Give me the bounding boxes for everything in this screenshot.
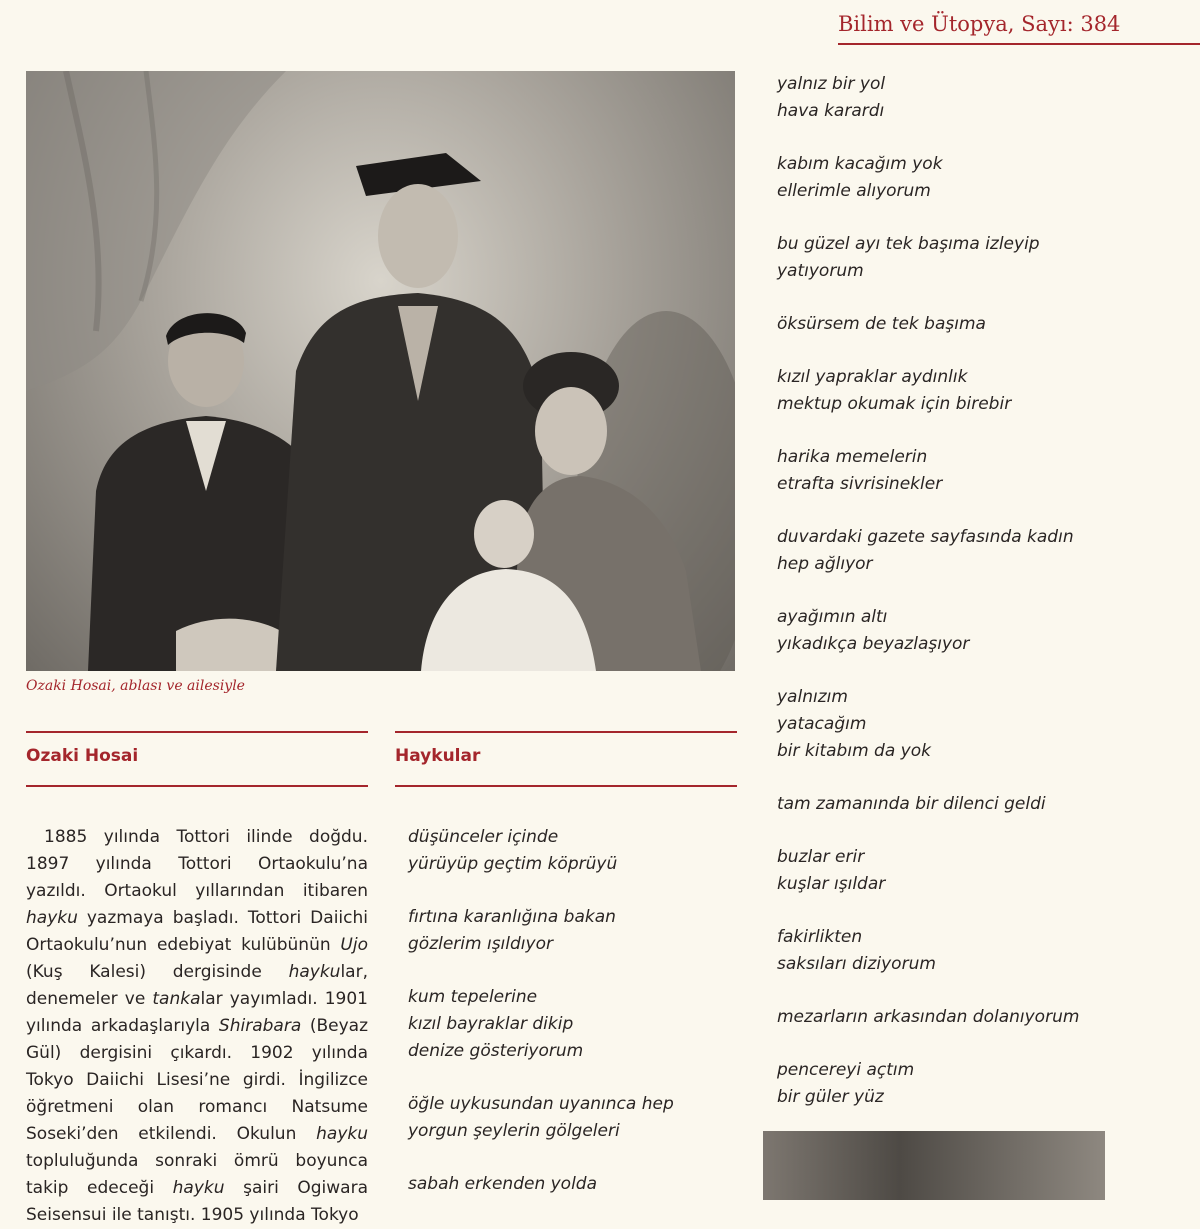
bio-heading: Ozaki Hosai	[26, 746, 139, 766]
poem-line: saksıları diziyorum	[777, 954, 936, 974]
poem-line: bir güler yüz	[777, 1087, 884, 1107]
poem-line: buzlar erir	[777, 847, 865, 867]
poem-line: yorgun şeylerin gölgeleri	[408, 1121, 620, 1141]
photo-caption: Ozaki Hosai, ablası ve ailesiyle	[26, 678, 245, 694]
bio-paragraph	[26, 824, 368, 1229]
haiku-stanza	[777, 311, 1177, 338]
haiku-heading: Haykular	[395, 746, 481, 766]
haiku-stanza	[408, 1171, 738, 1198]
haiku-stanza	[777, 524, 1177, 578]
haiku-stanza	[777, 364, 1177, 418]
bio-text-run: 1885 yılında Tottori ilinde doğdu. 1897 yılında Tottori Ortaokulu’na yazıldı. Ortaokul yıllarından itibaren	[26, 827, 368, 901]
bio-text-run: şairi Ogiwara Seisensui ile tanıştı. 1905 yılında Tokyo	[26, 1178, 369, 1225]
bio-text-run: lar, denemeler ve	[26, 962, 368, 1009]
haiku-stanza	[408, 984, 738, 1065]
poem-line: hep ağlıyor	[777, 554, 873, 574]
second-photograph	[763, 1131, 1105, 1200]
family-photograph	[26, 71, 735, 671]
bio-heading-rule-bottom	[26, 785, 368, 787]
haiku-stanza	[777, 1004, 1177, 1031]
haiku-stanza	[777, 1057, 1177, 1111]
bio-italic-term: Ujo	[340, 935, 368, 955]
poem-line: düşünceler içinde	[408, 827, 559, 847]
poem-line: ellerimle alıyorum	[777, 181, 931, 201]
poem-line: yalnız bir yol	[777, 74, 886, 94]
poem-line: ayağımın altı	[777, 607, 888, 627]
poem-line: etrafta sivrisinekler	[777, 474, 943, 494]
poem-line: yatacağım	[777, 714, 867, 734]
poem-line: harika memelerin	[777, 447, 928, 467]
poem-line: yıkadıkça beyazlaşıyor	[777, 634, 970, 654]
haiku-heading-rule-bottom	[395, 785, 737, 787]
haiku-list-continued	[777, 71, 1177, 1137]
poem-line: fırtına karanlığına bakan	[408, 907, 616, 927]
bio-text-run: (Beyaz Gül) dergisini çıkardı. 1902 yılında Tokyo Daiichi Lisesi’ne girdi. İngilizce öğretmeni olan romancı Natsume Soseki’den etkilendi. Okulun	[26, 1016, 368, 1144]
poem-line: kuşlar ışıldar	[777, 874, 886, 894]
bio-heading-rule-top	[26, 731, 368, 733]
haiku-stanza	[777, 924, 1177, 978]
poem-line: kızıl bayraklar dikip	[408, 1014, 574, 1034]
bio-text-run: (Kuş Kalesi) dergisinde	[26, 962, 289, 982]
poem-line: hava karardı	[777, 101, 885, 121]
poem-line: fakirlikten	[777, 927, 863, 947]
poem-line: duvardaki gazete sayfasında kadın	[777, 527, 1074, 547]
poem-line: mezarların arkasından dolanıyorum	[777, 1007, 1080, 1027]
haiku-stanza	[777, 71, 1177, 125]
poem-line: bir kitabım da yok	[777, 741, 931, 761]
haiku-stanza	[777, 604, 1177, 658]
poem-line: öğle uykusundan uyanınca hep	[408, 1094, 674, 1114]
page-header-title: Bilim ve Ütopya, Sayı: 384	[838, 12, 1121, 36]
poem-line: kabım kacağım yok	[777, 154, 943, 174]
header-rule	[838, 43, 1200, 45]
haiku-heading-rule-top	[395, 731, 737, 733]
haiku-stanza	[777, 844, 1177, 898]
poem-line: yalnızım	[777, 687, 848, 707]
poem-line: bu güzel ayı tek başıma izleyip	[777, 234, 1040, 254]
haiku-stanza	[777, 231, 1177, 285]
haiku-stanza	[777, 151, 1177, 205]
poem-line: gözlerim ışıldıyor	[408, 934, 553, 954]
bio-italic-term: tanka	[152, 989, 201, 1009]
bio-text	[26, 824, 368, 1229]
poem-line: kızıl yapraklar aydınlık	[777, 367, 968, 387]
poem-line: pencereyi açtım	[777, 1060, 915, 1080]
bio-text-run: yazmaya başladı. Tottori Daiichi Ortaokulu’nun edebiyat kulübünün	[26, 908, 368, 955]
bio-italic-term: Shirabara	[218, 1016, 302, 1036]
haiku-list	[408, 824, 738, 1224]
bio-italic-term: hayku	[316, 1124, 368, 1144]
bio-text-run: lar yayımladı. 1901 yılında arkadaşlarıyla	[26, 989, 368, 1036]
bio-italic-term: hayku	[172, 1178, 225, 1198]
poem-line: kum tepelerine	[408, 987, 538, 1007]
haiku-stanza	[408, 1091, 738, 1145]
bio-italic-term: hayku	[26, 908, 78, 928]
haiku-stanza	[777, 791, 1177, 818]
poem-line: yatıyorum	[777, 261, 864, 281]
poem-line: denize gösteriyorum	[408, 1041, 584, 1061]
haiku-stanza	[777, 444, 1177, 498]
poem-line: yürüyüp geçtim köprüyü	[408, 854, 618, 874]
bio-italic-term: hayku	[288, 962, 341, 982]
poem-line: öksürsem de tek başıma	[777, 314, 986, 334]
poem-line: mektup okumak için birebir	[777, 394, 1012, 414]
haiku-stanza	[408, 824, 738, 878]
poem-line: tam zamanında bir dilenci geldi	[777, 794, 1046, 814]
haiku-stanza	[777, 684, 1177, 765]
bio-text-run: topluluğunda sonraki ömrü boyunca takip edeceği	[26, 1151, 368, 1198]
haiku-stanza	[408, 904, 738, 958]
poem-line: sabah erkenden yolda	[408, 1174, 598, 1194]
